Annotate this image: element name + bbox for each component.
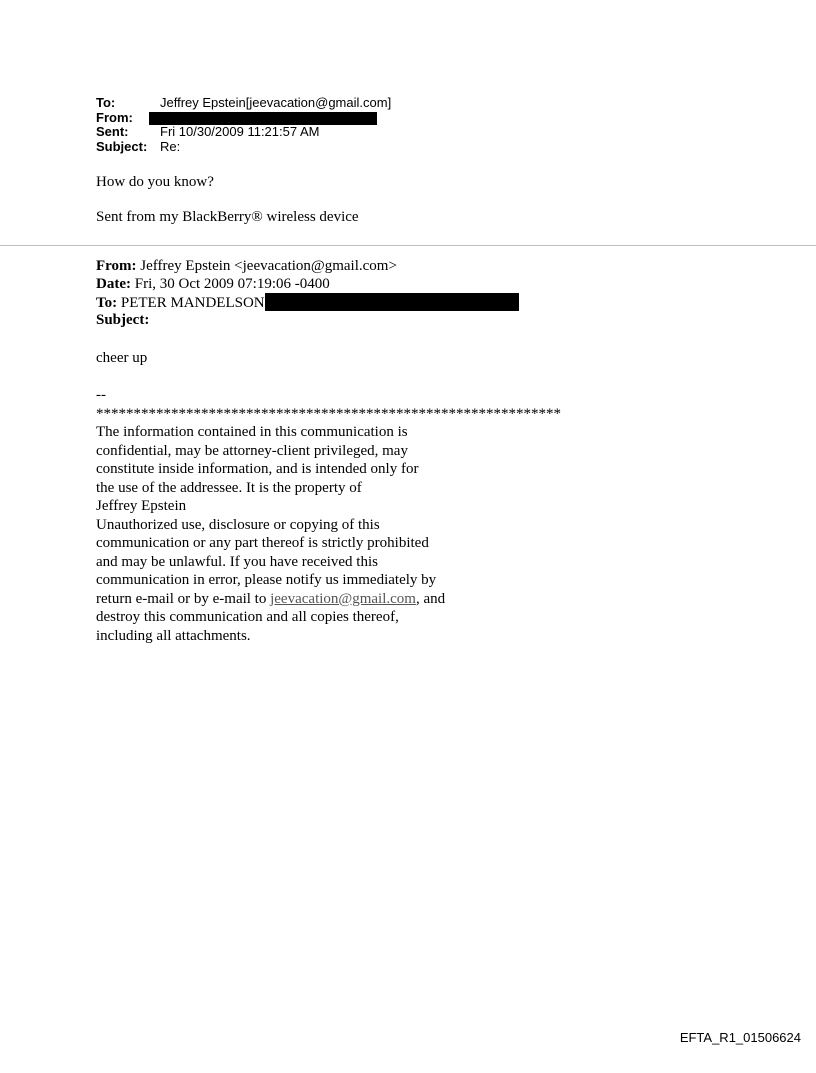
sig-line: the use of the addressee. It is the property of (96, 479, 362, 496)
redaction-box (149, 112, 377, 125)
fwd-to-value: PETER MANDELSON (117, 295, 265, 311)
body-line-blackberry: Sent from my BlackBerry® wireless device (96, 209, 359, 225)
fwd-date-label: Date: (96, 276, 131, 292)
sent-label: Sent: (96, 124, 129, 139)
fwd-date-row (96, 275, 519, 293)
header-from-row (96, 111, 391, 126)
document-id: EFTA_R1_01506624 (679, 1030, 801, 1045)
fwd-to-label: To: (96, 295, 118, 311)
sig-line: and may be unlawful. If you have received this (96, 553, 378, 570)
sig-line: Jeffrey Epstein (96, 498, 187, 514)
to-label: To: (96, 95, 116, 110)
header-to-row (96, 96, 391, 111)
subject-value: Re: (160, 138, 181, 154)
signature-block (96, 386, 561, 645)
from-label: From: (96, 109, 133, 125)
fwd-subject-row (96, 311, 519, 329)
sig-line: including all attachments. (96, 627, 251, 644)
redaction-box (265, 293, 519, 311)
sig-line-email (96, 590, 561, 609)
body-line-question: How do you know? (96, 174, 214, 190)
fwd-message: cheer up (96, 350, 148, 366)
forwarded-header (96, 257, 519, 329)
fwd-date-value: Fri, 30 Oct 2009 07:19:06 -0400 (130, 276, 330, 292)
fwd-from-row (96, 257, 519, 275)
subject-label: Subject: (96, 138, 148, 154)
sig-line: communication or any part thereof is strictly prohibited (96, 535, 429, 551)
to-value: Jeffrey Epstein[jeevacation@gmail.com] (160, 95, 392, 110)
email-header (96, 96, 391, 154)
sig-stars: ************************************************************** (96, 405, 561, 422)
fwd-to-row (96, 293, 519, 311)
sig-dash: -- (96, 387, 106, 403)
divider-line (0, 245, 816, 246)
header-sent-row (96, 125, 391, 140)
fwd-from-label: From: (96, 258, 137, 274)
sig-text: return e-mail or by e-mail to (96, 590, 271, 607)
sig-line: The information contained in this communication is (96, 424, 408, 440)
sig-line: confidential, may be attorney-client privileged, may (96, 442, 408, 459)
sig-text: , and (415, 590, 446, 607)
sig-line: destroy this communication and all copies thereof, (96, 609, 399, 625)
sent-value: Fri 10/30/2009 11:21:57 AM (160, 124, 320, 139)
sig-line: communication in error, please notify us immediately by (96, 572, 437, 588)
email-link[interactable]: jeevacation@gmail.com (270, 590, 416, 607)
sig-line: constitute inside information, and is intended only for (96, 461, 419, 477)
sig-line: Unauthorized use, disclosure or copying of this (96, 516, 380, 533)
header-subject-row (96, 140, 391, 155)
fwd-subject-label: Subject: (96, 312, 150, 328)
fwd-from-value: Jeffrey Epstein <jeevacation@gmail.com> (136, 258, 397, 274)
